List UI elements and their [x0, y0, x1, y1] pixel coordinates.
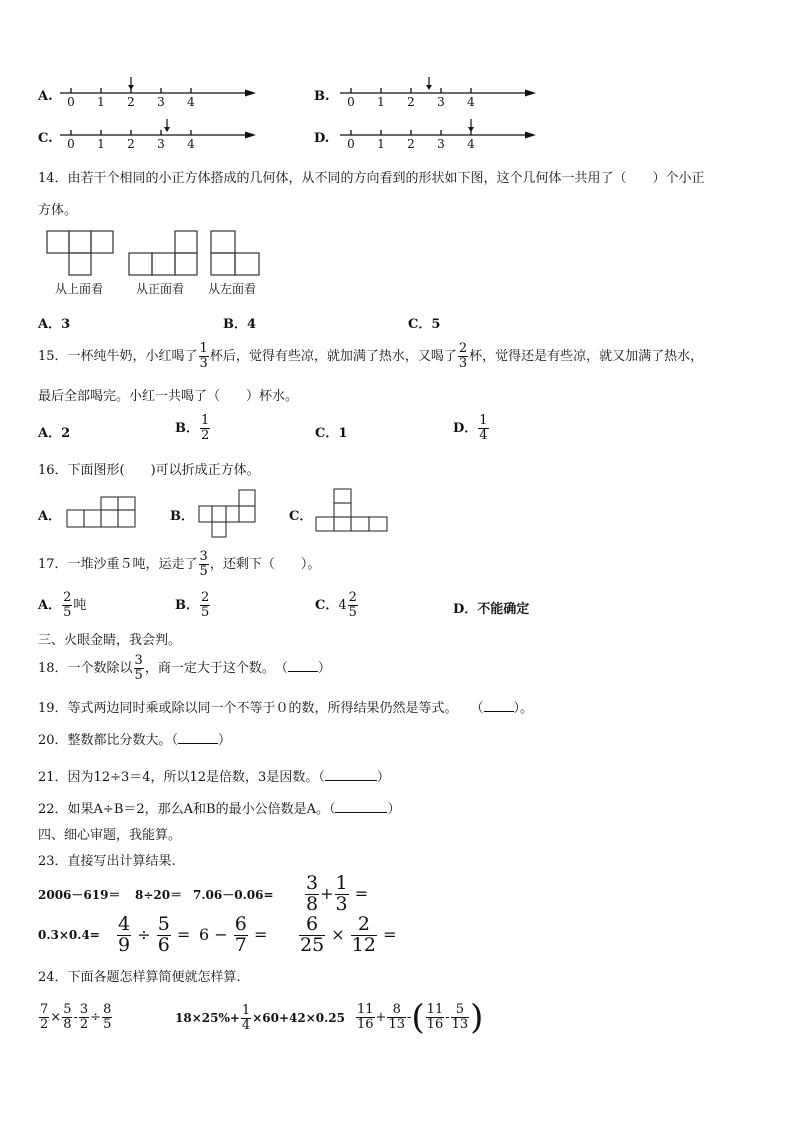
numerator: 5	[451, 1003, 470, 1018]
q17-option-d: D．不能确定	[453, 602, 530, 617]
option-letter: B．	[175, 421, 199, 436]
q22	[38, 798, 401, 817]
tick-label: 0	[67, 95, 75, 109]
numerator: 6	[234, 913, 247, 936]
fraction	[234, 915, 248, 956]
numerator: 2	[458, 341, 468, 357]
tick-label: 4	[467, 95, 475, 109]
fraction	[39, 1003, 49, 1031]
denominator: 6	[157, 934, 170, 956]
q14-line1: 14．由若干个相同的小正方体搭成的几何体，从不同的方向看到的形状如下图，这个几何体一共用了（ ）个小正	[38, 171, 705, 186]
right-paren: )	[470, 997, 484, 1038]
q15-text-3: 杯，觉得还是有些凉，就又加满了热水，	[469, 349, 704, 364]
q15-line1	[38, 339, 703, 375]
q14-option-c: C．5	[408, 317, 441, 332]
fraction	[117, 915, 131, 956]
q19-text-1: 19．等式两边同时乘或除以同一个不等于０的数，所得结果仍然是等式。 （	[38, 701, 484, 716]
section-4-heading: 四、细心审题，我能算。	[38, 828, 182, 843]
q17-option-a	[38, 588, 86, 624]
denominator: 2	[40, 1017, 49, 1032]
tick-label: 4	[187, 95, 195, 109]
fraction	[351, 915, 377, 956]
answer-blank[interactable]	[325, 768, 377, 781]
tick-label: 4	[187, 137, 195, 151]
q21-text-1: 21．因为12÷3＝4，所以12是倍数，3是因数。（	[38, 770, 325, 785]
fraction	[348, 591, 358, 619]
numerator: 1	[479, 413, 488, 429]
fraction	[299, 915, 325, 956]
denominator: 16	[426, 1017, 444, 1032]
denominator: 13	[388, 1017, 405, 1032]
denominator: 3	[199, 356, 208, 371]
fraction	[478, 414, 488, 442]
denominator: 5	[103, 1017, 112, 1032]
tick-label: 0	[347, 95, 355, 109]
q20	[38, 729, 231, 748]
pointer-arrow-head	[468, 127, 474, 132]
q18-text-2: ，商一定大于这个数。 （	[144, 661, 288, 676]
q15-line2: 最后全部喝完。小红一共喝了（ ）杯水。	[38, 389, 299, 404]
q15-text-2: 杯后，觉得有些凉，就加满了热水，又喝了	[209, 349, 457, 364]
q23-expr-2: 8÷20＝	[135, 888, 183, 902]
option-c-letter: C.	[38, 131, 53, 146]
pointer-arrow-head	[164, 127, 170, 132]
q24-expr-2	[175, 998, 345, 1038]
denominator: 12	[351, 934, 376, 956]
section-3-heading: 三、火眼金睛，我会判。	[38, 633, 182, 648]
denominator: 3	[335, 893, 348, 915]
q17-text-2: ，还剩下（ ）。	[209, 557, 321, 572]
fraction	[356, 1003, 375, 1031]
axis-arrowhead	[525, 132, 536, 139]
q14-line2: 方体。	[38, 203, 78, 218]
tick-label: 0	[347, 137, 355, 151]
q23-expr-1: 2006－619＝	[38, 888, 121, 902]
denominator: 5	[201, 605, 210, 620]
numerator: 1	[201, 413, 210, 429]
fraction	[200, 414, 210, 442]
view-front-figure	[128, 230, 200, 278]
q23-text: 23．直接写出计算结果.	[38, 854, 176, 869]
q23-expr-5: 0.3×0.4=	[38, 928, 100, 942]
fraction	[241, 1004, 251, 1032]
q17-question	[38, 547, 320, 583]
numerator: 3	[306, 872, 319, 895]
tick-label: 2	[127, 137, 135, 151]
q20-text-2: ）	[218, 733, 232, 748]
operator: ÷	[90, 1010, 102, 1025]
numerator: 2	[63, 590, 72, 606]
q23-expr-6	[116, 913, 190, 957]
view-top-figure	[46, 230, 118, 278]
q16-option-b-letter: B．	[170, 509, 194, 524]
number-line-b	[340, 76, 540, 110]
q22-text-2: ）	[387, 802, 401, 817]
option-d-letter: D.	[314, 131, 330, 146]
numerator: 8	[387, 1003, 406, 1018]
tick-label: 1	[377, 95, 385, 109]
answer-blank[interactable]	[335, 800, 387, 813]
numerator: 3	[79, 1002, 89, 1018]
denominator: 7	[234, 934, 247, 956]
q23-expr-4	[304, 872, 368, 916]
option-b-letter: B.	[314, 89, 330, 104]
q18-text-1: 18．一个数除以	[38, 661, 133, 676]
operator: ×	[50, 1010, 62, 1025]
operator: -	[73, 1010, 78, 1025]
answer-blank[interactable]	[178, 731, 218, 744]
q19	[38, 697, 533, 716]
denominator: 2	[201, 428, 210, 443]
minuend: 6 −	[199, 925, 228, 944]
numerator: 8	[103, 1002, 112, 1018]
denominator: 5	[348, 605, 357, 620]
fraction	[387, 1003, 406, 1031]
fraction	[426, 1003, 445, 1031]
tick-label: 1	[97, 137, 105, 151]
q16-option-a-letter: A．	[38, 509, 62, 524]
q15-option-d	[453, 411, 490, 447]
denominator: 8	[63, 1017, 72, 1032]
q17-option-c	[315, 588, 359, 624]
pointer-arrow-head	[128, 85, 134, 90]
numerator: 2	[348, 590, 357, 606]
numerator: 1	[199, 341, 208, 357]
option-a-letter: A.	[38, 89, 53, 104]
numerator: 5	[157, 913, 170, 936]
numerator: 11	[426, 1002, 444, 1018]
tick-label: 3	[157, 137, 165, 151]
q15-fraction-2	[458, 342, 468, 370]
q18	[38, 651, 331, 687]
q16-net-b	[198, 489, 258, 539]
answer-blank[interactable]	[288, 659, 318, 672]
q18-text-3: ）	[317, 661, 331, 676]
fraction	[102, 1003, 112, 1031]
numerator: 4	[118, 913, 131, 936]
tick-label: 2	[407, 95, 415, 109]
numerator: 2	[351, 915, 377, 936]
fraction	[305, 874, 319, 915]
q23-expr-8	[298, 913, 396, 957]
equals: =	[383, 925, 397, 944]
q17-fraction	[199, 550, 209, 578]
denominator: 16	[357, 1017, 374, 1032]
fraction	[79, 1003, 89, 1031]
q20-text-1: 20．整数都比分数大。（	[38, 733, 179, 748]
q15-fraction-1	[199, 342, 209, 370]
denominator: 2	[79, 1017, 89, 1032]
fraction	[335, 874, 349, 915]
denominator: 4	[241, 1018, 251, 1033]
operator: -	[445, 1010, 450, 1025]
tick-label: 3	[157, 95, 165, 109]
denominator: 5	[134, 668, 143, 683]
q15-text-1: 15．一杯纯牛奶，小红喝了	[38, 349, 198, 364]
equals: =	[176, 925, 191, 944]
fraction	[62, 591, 72, 619]
q16-net-a	[66, 497, 138, 529]
q15-option-b	[175, 411, 211, 447]
equals: =	[354, 884, 369, 903]
operator: +	[375, 1010, 387, 1025]
option-letter: C．	[315, 598, 339, 613]
view-left-label: 从左面看	[208, 282, 257, 296]
q15-option-c: C．1	[315, 426, 348, 441]
option-letter: A．	[38, 598, 62, 613]
q17-option-b	[175, 588, 211, 624]
whole-number: 4	[338, 598, 347, 613]
q24-expr-1	[38, 998, 113, 1038]
q23-expr-7	[199, 913, 267, 957]
tick-label: 1	[97, 95, 105, 109]
q14-option-b: B．4	[223, 317, 257, 332]
denominator: 8	[306, 893, 319, 915]
denominator: 5	[199, 564, 208, 579]
view-front-label: 从正面看	[136, 282, 185, 296]
q14-option-a: A．3	[38, 317, 71, 332]
numerator: 2	[201, 590, 210, 606]
left-paren: (	[411, 997, 425, 1038]
option-letter: B．	[175, 598, 199, 613]
expr-part: 18×25%+	[175, 1011, 240, 1025]
denominator: 9	[118, 934, 131, 956]
q21-text-2: ）	[376, 770, 390, 785]
operator: ×	[331, 925, 345, 944]
pointer-arrow-head	[426, 85, 432, 90]
q16-option-c-letter: C．	[289, 509, 313, 524]
fraction	[200, 591, 210, 619]
q19-text-2: ）。	[513, 701, 534, 716]
q23-expr-3: 7.06－0.06=	[193, 888, 274, 902]
fraction	[62, 1003, 72, 1031]
numerator: 7	[40, 1002, 49, 1018]
numerator: 3	[134, 653, 143, 669]
number-line-a	[60, 76, 260, 110]
view-left-figure	[210, 230, 262, 278]
equals: =	[253, 925, 268, 944]
fraction	[157, 915, 171, 956]
tick-label: 3	[437, 95, 445, 109]
expr-part: ×60+42×0.25	[252, 1011, 345, 1025]
view-top-label: 从上面看	[55, 282, 104, 296]
operator: -	[407, 1010, 412, 1025]
tick-label: 1	[377, 137, 385, 151]
denominator: 13	[451, 1017, 469, 1032]
fraction	[451, 1003, 470, 1031]
numerator: 1	[241, 1003, 251, 1019]
unit: 吨	[73, 598, 87, 613]
number-line-c	[60, 118, 260, 152]
q15-option-a: A．2	[38, 426, 71, 441]
option-letter: D．	[453, 421, 478, 436]
q21	[38, 766, 390, 785]
q16-net-c	[315, 488, 389, 533]
q22-text-1: 22．如果A÷B＝2，那么A和B的最小公倍数是A。（	[38, 802, 336, 817]
axis-arrowhead	[525, 90, 536, 97]
tick-label: 2	[407, 137, 415, 151]
q17-text-1: 17．一堆沙重５吨，运走了	[38, 557, 198, 572]
denominator: 4	[479, 428, 488, 443]
tick-label: 2	[127, 95, 135, 109]
numerator: 1	[335, 872, 348, 895]
q24-text: 24．下面各题怎样算简便就怎样算.	[38, 970, 241, 985]
tick-label: 3	[437, 137, 445, 151]
denominator: 25	[300, 934, 325, 956]
denominator: 5	[63, 605, 72, 620]
numerator: 5	[63, 1002, 72, 1018]
denominator: 3	[458, 356, 468, 371]
operator: +	[320, 884, 334, 903]
axis-arrowhead	[245, 132, 256, 139]
numerator: 6	[299, 915, 325, 936]
operator: ÷	[137, 925, 151, 944]
tick-label: 0	[67, 137, 75, 151]
q18-fraction	[134, 654, 144, 682]
q24-expr-3	[355, 998, 483, 1038]
axis-arrowhead	[245, 90, 256, 97]
q16-text: 16．下面图形( )可以折成正方体。	[38, 463, 260, 478]
numerator: 11	[357, 1002, 374, 1018]
tick-label: 4	[467, 137, 475, 151]
answer-blank[interactable]	[484, 699, 514, 712]
numerator: 3	[199, 549, 208, 565]
number-line-d	[340, 118, 540, 152]
